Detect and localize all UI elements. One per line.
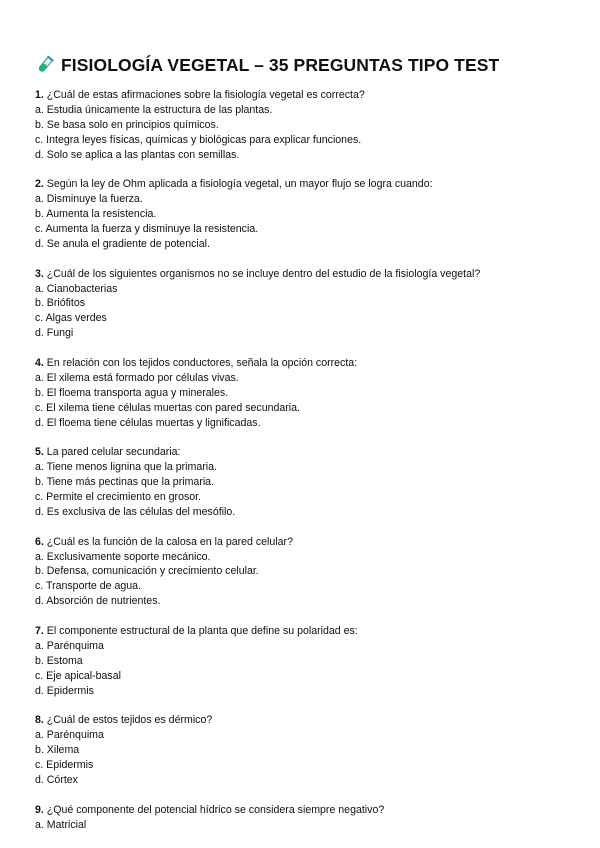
question-2 xyxy=(35,177,575,252)
answer-option: d. Fungi xyxy=(35,327,74,340)
question-line xyxy=(35,356,575,371)
question-number: 9. xyxy=(35,803,44,816)
question-text: El componente estructural de la planta que define su polaridad es: xyxy=(46,624,358,637)
question-text: ¿Cuál de estos tejidos es dérmico? xyxy=(46,714,213,727)
answer-option: d. Se anula el gradiente de potencial. xyxy=(35,237,210,250)
test-tube-icon xyxy=(35,55,55,75)
question-line xyxy=(35,624,575,639)
question-line xyxy=(35,713,575,728)
answer-option: a. Exclusivamente soporte mecánico. xyxy=(35,550,211,563)
question-5 xyxy=(35,445,575,520)
question-line xyxy=(35,535,575,550)
answer-option: b. Defensa, comunicación y crecimiento celular. xyxy=(35,565,259,578)
answer-option: a. Parénquima xyxy=(35,729,104,742)
document-page xyxy=(35,52,575,847)
question-8 xyxy=(35,713,575,788)
answer-option: c. El xilema tiene células muertas con pared secundaria. xyxy=(35,401,300,414)
answer-option: d. Es exclusiva de las células del mesófilo. xyxy=(35,505,236,518)
question-number: 2. xyxy=(35,178,44,191)
answer-option: c. Eje apical-basal xyxy=(35,669,121,682)
question-9 xyxy=(35,803,575,833)
question-number: 8. xyxy=(35,714,44,727)
answer-option: c. Aumenta la fuerza y disminuye la resistencia. xyxy=(35,223,259,236)
answer-option: b. Estoma xyxy=(35,654,83,667)
answer-option: d. Córtex xyxy=(35,773,78,786)
question-text: En relación con los tejidos conductores, señala la opción correcta: xyxy=(46,356,358,369)
answer-option: a. Parénquima xyxy=(35,639,104,652)
question-number: 1. xyxy=(35,89,44,101)
answer-option: c. Transporte de agua. xyxy=(35,580,142,593)
answer-option: d. El floema tiene células muertas y lignificadas. xyxy=(35,416,261,429)
answer-option: a. Estudia únicamente la estructura de las plantas. xyxy=(35,103,273,116)
answer-option: b. Xilema xyxy=(35,744,80,757)
answer-option: b. El floema transporta agua y minerales. xyxy=(35,386,229,399)
question-3 xyxy=(35,267,575,342)
question-text: ¿Cuál de estas afirmaciones sobre la fisiología vegetal es correcta? xyxy=(46,89,365,101)
answer-option: b. Tiene más pectinas que la primaria. xyxy=(35,476,215,489)
answer-option: a. Disminuye la fuerza. xyxy=(35,193,143,206)
question-number: 5. xyxy=(35,446,44,459)
question-text: ¿Cuál de los siguientes organismos no se incluye dentro del estudio de la fisiología vegetal? xyxy=(46,267,481,280)
answer-option: a. El xilema está formado por células vivas. xyxy=(35,371,239,384)
question-number: 7. xyxy=(35,624,44,637)
answer-option: c. Permite el crecimiento en grosor. xyxy=(35,491,202,504)
question-text: ¿Qué componente del potencial hídrico se considera siempre negativo? xyxy=(46,803,385,816)
answer-option: c. Integra leyes físicas, químicas y biológicas para explicar funciones. xyxy=(35,133,362,146)
question-line xyxy=(35,177,575,192)
question-text: ¿Cuál es la función de la calosa en la pared celular? xyxy=(46,535,293,548)
question-line xyxy=(35,803,575,818)
answer-option: d. Absorción de nutrientes. xyxy=(35,595,161,608)
question-line xyxy=(35,88,575,103)
question-4 xyxy=(35,356,575,431)
answer-option: a. Cianobacterias xyxy=(35,282,118,295)
answer-option: b. Briófitos xyxy=(35,297,86,310)
question-6 xyxy=(35,535,575,610)
answer-option: c. Algas verdes xyxy=(35,312,107,325)
answer-option: b. Se basa solo en principios químicos. xyxy=(35,118,219,131)
question-text: La pared celular secundaria: xyxy=(46,446,181,459)
page-title: FISIOLOGÍA VEGETAL – 35 PREGUNTAS TIPO TEST xyxy=(61,54,500,75)
answer-option: a. Tiene menos lignina que la primaria. xyxy=(35,461,217,474)
answer-option: d. Epidermis xyxy=(35,684,94,697)
question-line xyxy=(35,445,575,460)
question-1 xyxy=(35,88,575,163)
question-line xyxy=(35,267,575,282)
question-7 xyxy=(35,624,575,699)
answer-option: d. Solo se aplica a las plantas con semillas. xyxy=(35,148,240,161)
answer-option: a. Matricial xyxy=(35,818,87,831)
title-row xyxy=(35,52,575,78)
question-number: 3. xyxy=(35,267,44,280)
question-number: 6. xyxy=(35,535,44,548)
answer-option: c. Epidermis xyxy=(35,759,94,772)
question-text: Según la ley de Ohm aplicada a fisiología vegetal, un mayor flujo se logra cuando: xyxy=(46,178,433,191)
answer-option: b. Aumenta la resistencia. xyxy=(35,208,157,221)
question-number: 4. xyxy=(35,356,44,369)
